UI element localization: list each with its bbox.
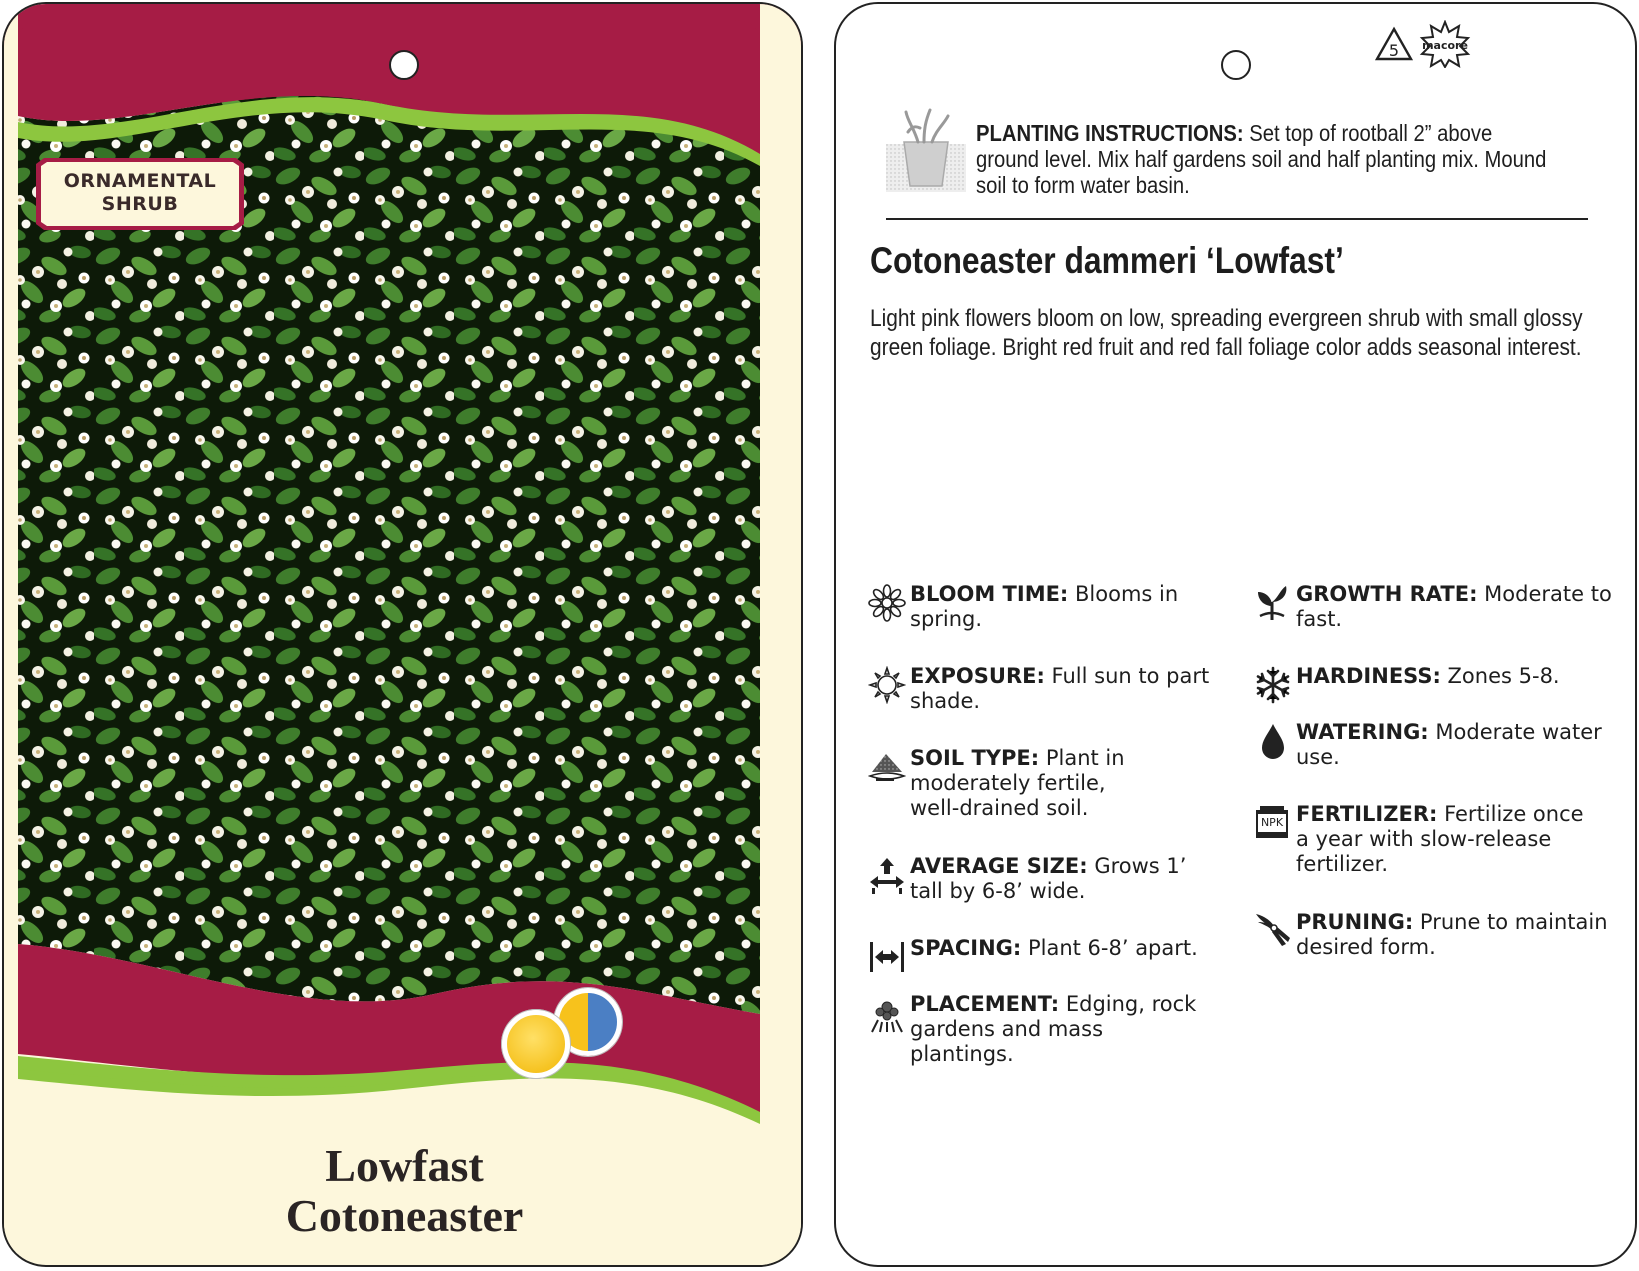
care-exposure: EXPOSURE: Full sun to part shade. xyxy=(910,664,1210,713)
macore-logo xyxy=(1418,20,1472,68)
care-placement: PLACEMENT: Edging, rock gardens and mass plantings. xyxy=(910,992,1197,1066)
latin-name: Cotoneaster dammeri ‘Lowfast’ xyxy=(870,240,1344,281)
care-watering: WATERING: Moderate water use. xyxy=(1296,720,1602,769)
care-soil-type: SOIL TYPE: Plant in moderately fertile, well-drained soil. xyxy=(910,746,1125,820)
planting-pot-icon xyxy=(886,108,966,192)
category-badge-label: ORNAMENTAL SHRUB xyxy=(63,170,217,215)
divider xyxy=(886,218,1588,220)
npk-icon xyxy=(1254,804,1290,840)
care-growth-rate: GROWTH RATE: Moderate to fast. xyxy=(1296,582,1612,631)
planting-label: PLANTING INSTRUCTIONS: xyxy=(976,120,1244,146)
common-name-line1: Lowfast xyxy=(325,1140,484,1191)
recycle-icon xyxy=(1374,26,1414,64)
care-pruning: PRUNING: Prune to maintain desired form. xyxy=(1296,910,1608,959)
sprout-icon xyxy=(1254,584,1292,622)
recycle-code: 5 xyxy=(1388,41,1400,60)
pruners-icon xyxy=(1254,910,1292,948)
category-badge xyxy=(34,156,246,232)
water-drop-icon xyxy=(1254,722,1292,760)
planting-text: Set top of rootball 2” above ground level. Mix half gardens soil and half planting mix. Mound soil to form water basin. xyxy=(976,120,1547,198)
size-icon xyxy=(868,856,906,894)
hang-hole-back xyxy=(1221,50,1251,80)
care-average-size: AVERAGE SIZE: Grows 1’ tall by 6-8’ wide. xyxy=(910,854,1187,903)
care-bloom-time: BLOOM TIME: Blooms in spring. xyxy=(910,582,1179,631)
flower-icon xyxy=(868,584,906,622)
soil-icon xyxy=(868,748,906,786)
planting-instructions xyxy=(976,120,1557,198)
care-hardiness: HARDINESS: Zones 5-8. xyxy=(1296,664,1560,688)
hang-hole xyxy=(389,50,419,80)
front-tag xyxy=(2,2,803,1267)
care-spacing: SPACING: Plant 6-8’ apart. xyxy=(910,936,1198,960)
npk-icon-label: NPK xyxy=(1260,816,1284,829)
care-fertilizer: FERTILIZER: Fertilize once a year with slow-release fertilizer. xyxy=(1296,802,1584,876)
snowflake-icon xyxy=(1254,666,1292,704)
common-name-line2: Cotoneaster xyxy=(285,1190,524,1241)
brand-label: macore xyxy=(1422,39,1468,52)
placement-icon xyxy=(868,998,906,1036)
back-tag xyxy=(834,2,1637,1267)
sun-outline-icon xyxy=(868,666,906,704)
spacing-icon xyxy=(868,938,906,976)
full-sun-icon-front xyxy=(502,1010,570,1078)
plant-description: Light pink flowers bloom on low, spreading evergreen shrub with small glossy green foliage. Bright red fruit and red fall foliage color adds seasonal interest. xyxy=(870,305,1583,361)
